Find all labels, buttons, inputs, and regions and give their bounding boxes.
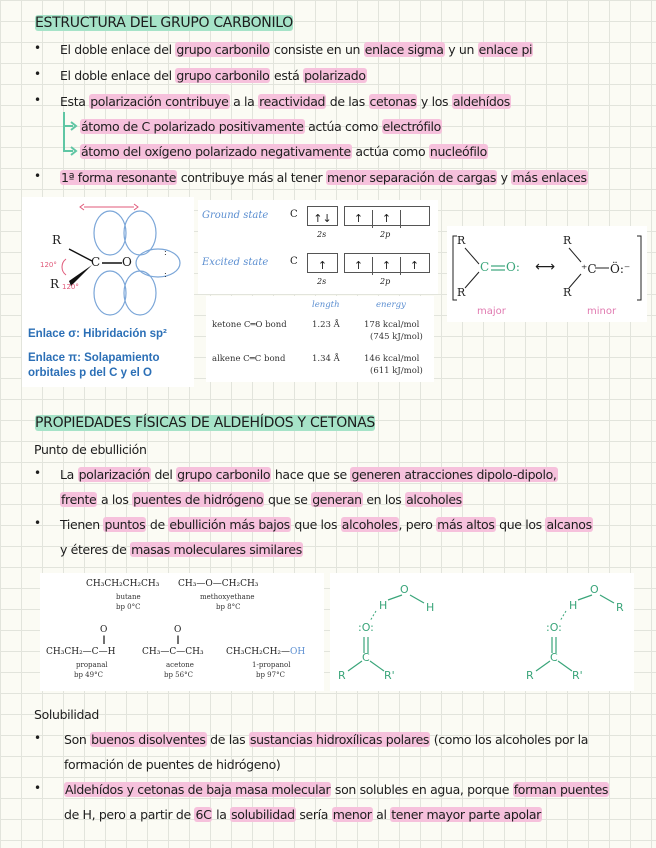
orbital-panel <box>22 197 194 387</box>
col-energy: energy <box>376 300 406 310</box>
resonance-arrow: ⟷ <box>535 259 556 275</box>
electron-states-panel <box>198 200 438 294</box>
svg-text::: : <box>164 248 167 257</box>
methoxyethane-name: methoxyethane <box>200 593 255 601</box>
propanal-dbond: ‖ <box>102 635 106 644</box>
r-label-bottom: R <box>50 277 60 291</box>
excited-c: C <box>290 256 298 267</box>
row1-energy: 178 kcal/mol <box>364 320 420 330</box>
svg-text::: : <box>164 270 167 279</box>
hb2-carbonyl-o: :O: <box>546 621 562 634</box>
bullet-sigma-pi: • El doble enlace del grupo carbonilo consiste en un enlace sigma y un enlace pi <box>34 41 533 57</box>
col-length: length <box>312 300 340 310</box>
res-o1: O: <box>506 260 520 274</box>
ground-2p-box: ↑ ↑ <box>344 206 430 226</box>
bullet-dipole: • La polarización del grupo carbonilo hace que se generen atracciones dipolo-dipolo, frente a los puentes de hidrógeno que se generan en los alcoholes <box>34 466 557 507</box>
hb2-h: H <box>569 599 578 612</box>
r-label-top: R <box>52 233 62 247</box>
acetone-dbond: ‖ <box>176 635 180 644</box>
acetone-name: acetone <box>166 661 194 669</box>
section-title-structure: ESTRUCTURA DEL GRUPO CARBONILO <box>35 15 294 31</box>
hbond-diagram <box>330 573 634 691</box>
excited-2s-label: 2s <box>317 277 327 286</box>
hb1-r: R <box>338 669 346 682</box>
hb2-r: R <box>616 601 624 614</box>
hb1-h: H <box>379 599 388 612</box>
sub-electrophile: átomo de C polarizado positivamente actúa como electrófilo <box>81 119 441 134</box>
hb1-c: C <box>362 651 370 664</box>
subtitle-solubility: Solubilidad <box>34 707 100 722</box>
sigma-label: Enlace σ: Hibridación sp² <box>28 328 167 340</box>
row2-energy2: (611 kJ/mol) <box>370 366 423 376</box>
angle-label-1: 120° <box>40 261 57 269</box>
hb1-rp: R' <box>384 669 395 682</box>
bullet-polarized: • El doble enlace del grupo carbonilo está polarizado <box>34 67 366 83</box>
hbond-panel <box>330 573 634 691</box>
excited-2s-box: ↑ <box>307 253 338 273</box>
res-o2: Ö:⁻ <box>610 262 631 276</box>
res-r2: R <box>457 286 466 299</box>
butane-name: butane <box>116 593 141 601</box>
res-r4: R <box>563 286 572 299</box>
hb1-carbonyl-o: :O: <box>358 621 374 634</box>
butane-formula: CH₃CH₂CH₂CH₃ <box>86 579 160 589</box>
section-title-properties: PROPIEDADES FÍSICAS DE ALDEHÍDOS Y CETONAS <box>35 415 375 431</box>
ground-2s-label: 2s <box>317 230 327 239</box>
hb2-r2: R <box>526 669 534 682</box>
excited-state-label: Excited state <box>202 257 269 268</box>
propanal-bp: bp 49°C <box>74 671 103 679</box>
propanal-name: propanal <box>76 661 108 669</box>
c-label: C <box>91 255 101 269</box>
hb1-o: O <box>400 583 409 596</box>
acetone-formula: CH₃—C—CH₃ <box>142 647 204 657</box>
acetone-o: O <box>174 625 182 635</box>
bullet-resonance: • 1ª forma resonante contribuye más al tener menor separación de cargas y más enlaces <box>34 169 587 185</box>
methoxyethane-bp: bp 8°C <box>216 603 241 611</box>
bond-table <box>206 296 434 382</box>
hb2-c: C <box>550 651 558 664</box>
orbital-diagram <box>22 197 194 322</box>
ground-2s-box: ↑↓ <box>307 206 338 226</box>
pi-label-1: Enlace π: Solapamiento <box>28 352 160 364</box>
propanal-formula: CH₃CH₂—C—H <box>46 647 116 657</box>
res-c2: ⁺C <box>581 262 597 276</box>
propanal-o: O <box>100 625 108 635</box>
resonance-panel <box>447 226 647 322</box>
minor-label: minor <box>587 306 617 317</box>
bullet-solvents: • Son buenos disolventes de las sustancias hidroxílicas polares (como los alcoholes por la formación de puentes de hidrógeno) <box>34 731 589 772</box>
subtitle-boiling: Punto de ebullición <box>34 442 147 457</box>
res-c1: C <box>480 260 490 274</box>
sub-nucleophile: átomo del oxígeno polarizado negativamente actúa como nucleófilo <box>81 144 487 159</box>
propanol-name: 1-propanol <box>252 661 291 669</box>
methoxyethane-formula: CH₃—O—CH₂CH₃ <box>178 579 259 589</box>
row2-name: alkene C═C bond <box>212 354 286 364</box>
major-label: major <box>477 306 506 317</box>
row2-energy: 146 kcal/mol <box>364 354 420 364</box>
propanol-bp: bp 97°C <box>256 671 285 679</box>
sub-arrow-icon <box>60 110 80 160</box>
ground-c: C <box>290 209 298 220</box>
bullet-water-solubility: • Aldehídos y cetonas de baja masa molecular son solubles en agua, porque forman puentes de H, pero a partir de 6C la solubilidad sería menor al tener mayor parte apolar <box>34 781 609 822</box>
ground-state-label: Ground state <box>202 210 269 221</box>
row1-energy2: (745 kJ/mol) <box>370 332 423 342</box>
excited-2p-box: ↑ ↑ ↑ <box>344 253 430 273</box>
res-r1: R <box>457 234 466 247</box>
row1-name: ketone C═O bond <box>212 320 287 330</box>
bullet-reactivity: • Esta polarización contribuye a la reactividad de las cetonas y los aldehídos <box>34 93 510 109</box>
excited-2p-label: 2p <box>380 277 391 286</box>
hb2-rp: R' <box>572 669 583 682</box>
ground-2p-label: 2p <box>380 230 391 239</box>
pi-label-2: orbitales p del C y el O <box>28 367 152 379</box>
hb2-o: O <box>590 583 599 596</box>
hb1-h2: H <box>426 601 435 614</box>
row1-length: 1.23 Å <box>312 320 340 330</box>
compounds-panel <box>40 573 324 691</box>
butane-bp: bp 0°C <box>116 603 141 611</box>
propanol-formula: CH₃CH₂CH₂—OH <box>226 647 306 657</box>
angle-label-2: 120° <box>62 283 79 291</box>
res-r3: R <box>563 234 572 247</box>
acetone-bp: bp 56°C <box>164 671 193 679</box>
o-label: O <box>122 255 132 269</box>
row2-length: 1.34 Å <box>312 354 340 364</box>
bullet-boiling-points: • Tienen puntos de ebullición más bajos que los alcoholes, pero más altos que los alcanos y éteres de masas moleculares similares <box>34 516 592 557</box>
